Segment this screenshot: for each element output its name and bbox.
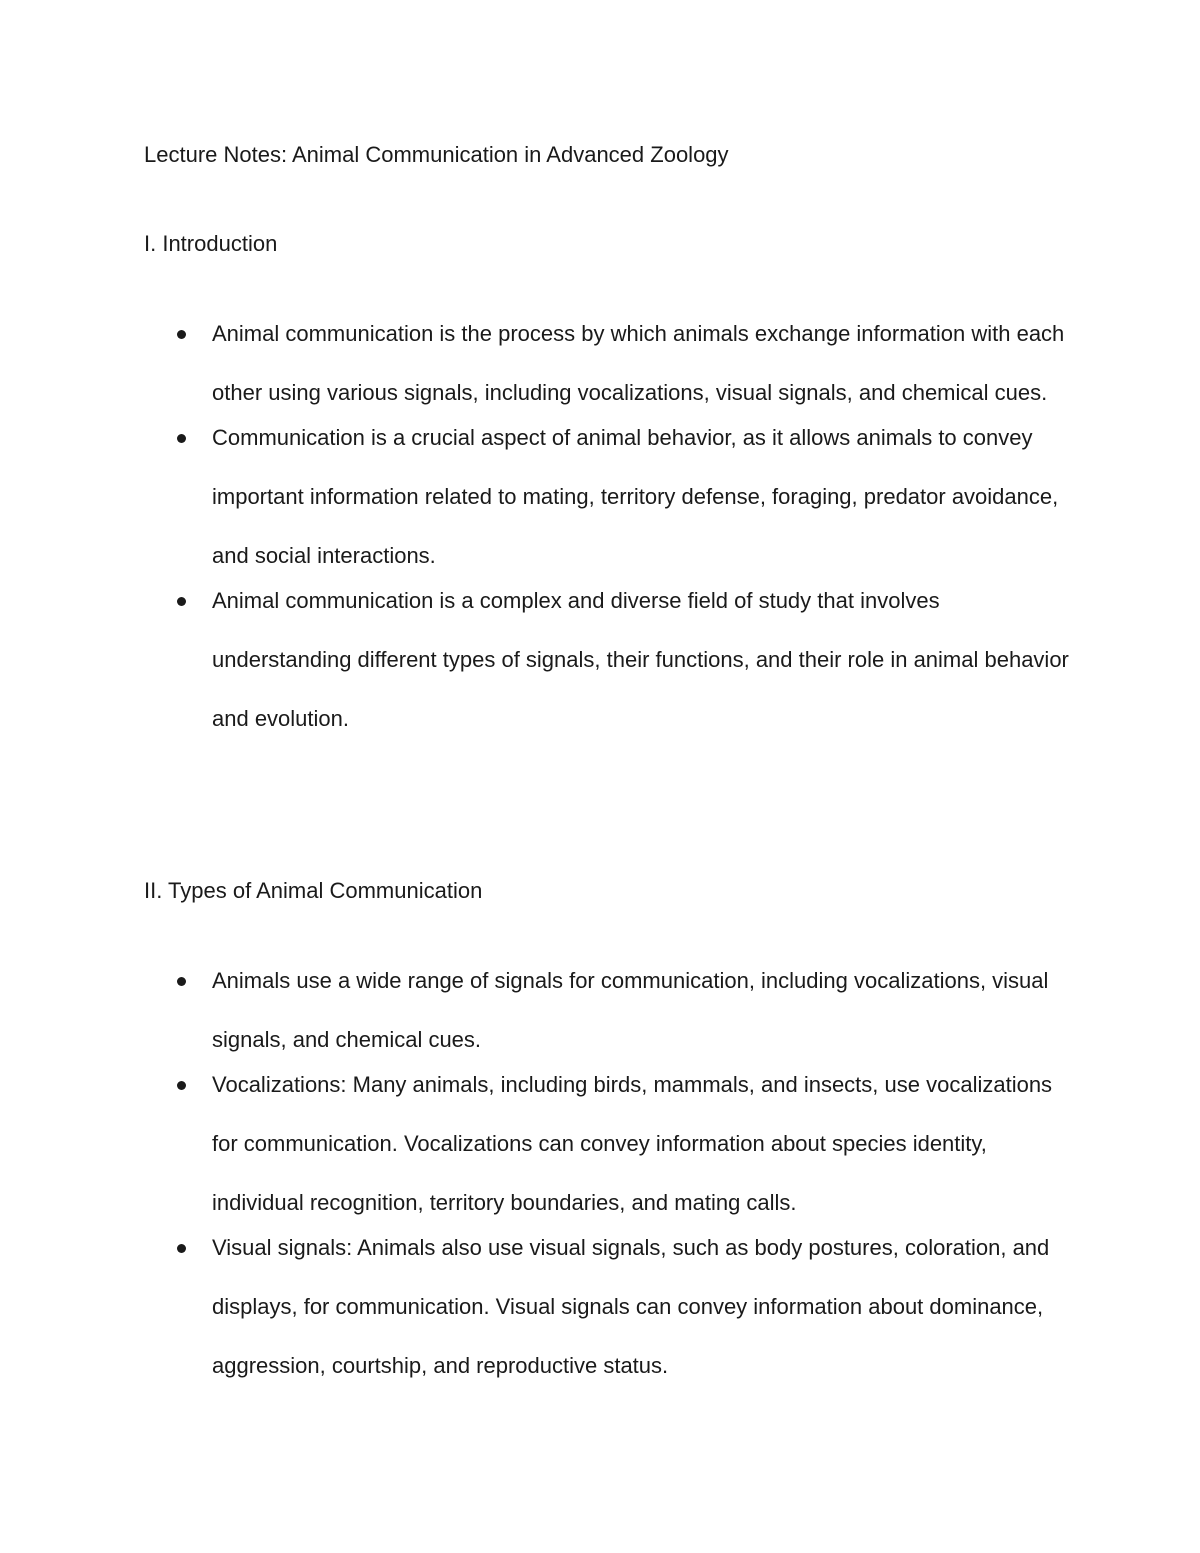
bullet-dot-icon [177, 1244, 186, 1253]
section-heading-types: II. Types of Animal Communication [144, 878, 483, 903]
section-heading-introduction: I. Introduction [144, 231, 278, 256]
bullet-dot-icon [177, 1081, 186, 1090]
bullet-text: Communication is a crucial aspect of animal behavior, as it allows animals to convey important information related to mating, territory defense, foraging, predator avoidance, and social interactions. [212, 425, 1059, 568]
list-item [0, 408, 1072, 585]
bullet-text: Vocalizations: Many animals, including birds, mammals, and insects, use vocalizations for communication. Vocalizations can convey information about species identity, individual recognition, territory boundaries, and mating calls. [212, 1072, 1053, 1215]
bullet-dot-icon [177, 597, 186, 606]
list-item [0, 1055, 1072, 1232]
bullet-text: Visual signals: Animals also use visual signals, such as body postures, coloration, and displays, for communication. Visual signals can convey information about dominance, aggression, courtship, and reproductive status. [212, 1235, 1050, 1378]
document-title: Lecture Notes: Animal Communication in Advanced Zoology [144, 142, 729, 167]
list-item [0, 951, 1072, 1069]
list-item [0, 304, 1072, 422]
bullet-dot-icon [177, 330, 186, 339]
bullet-text: Animals use a wide range of signals for communication, including vocalizations, visual signals, and chemical cues. [212, 968, 1049, 1052]
bullet-list-introduction [0, 318, 1200, 748]
bullet-text: Animal communication is the process by which animals exchange information with each other using various signals, including vocalizations, visual signals, and chemical cues. [212, 321, 1065, 405]
list-item [0, 571, 1072, 748]
bullet-text: Animal communication is a complex and diverse field of study that involves understanding different types of signals, their functions, and their role in animal behavior and evolution. [212, 588, 1069, 731]
bullet-dot-icon [177, 434, 186, 443]
bullet-dot-icon [177, 977, 186, 986]
list-item [0, 1218, 1072, 1395]
bullet-list-types [0, 965, 1200, 1395]
